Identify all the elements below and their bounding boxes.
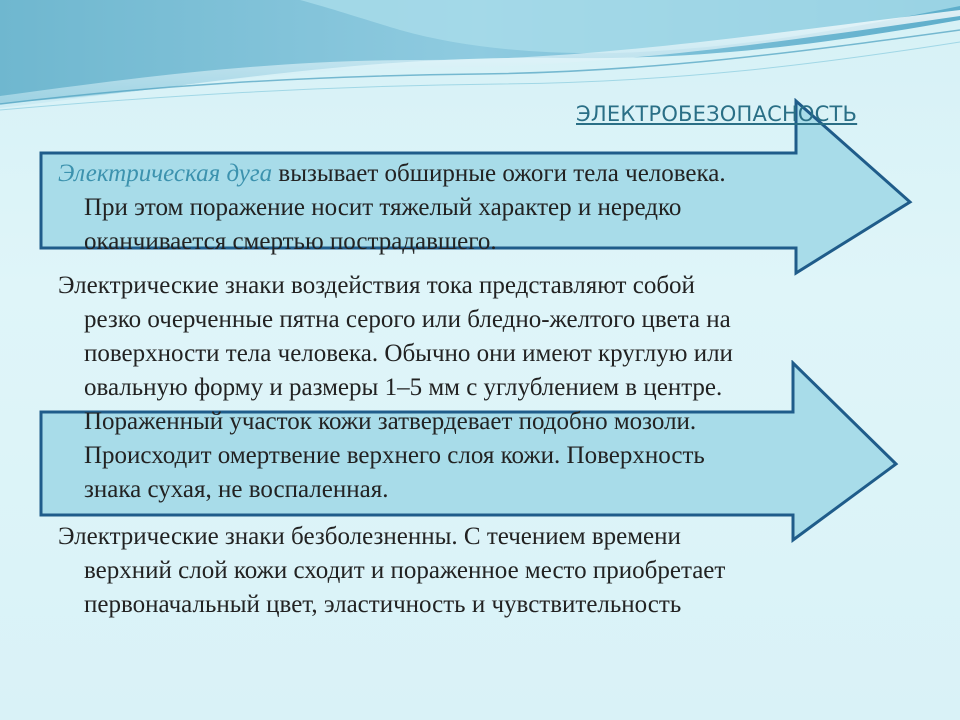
paragraph-line: знака сухая, не воспаленная.	[84, 476, 389, 503]
paragraph-line: резко очерченные пятна серого или бледно-желтого цвета на	[84, 306, 731, 333]
paragraph-line	[58, 157, 918, 191]
paragraph-electric-signs	[58, 269, 918, 507]
paragraph-line: верхний слой кожи сходит и пораженное место приобретает	[84, 557, 726, 584]
paragraph-line: Электрические знаки безболезненны. С течением времени	[58, 523, 681, 550]
paragraph-line: Пораженный участок кожи затвердевает подобно мозоли.	[84, 408, 697, 435]
term-electric-arc: Электрическая дуга	[58, 160, 273, 187]
paragraph-line: При этом поражение носит тяжелый характер и нередко	[84, 194, 682, 221]
paragraph-text: вызывает обширные ожоги тела человека.	[272, 160, 726, 187]
slide-title: ЭЛЕКТРОБЕЗОПАСНОСТЬ	[576, 102, 858, 126]
paragraph-line: первоначальный цвет, эластичность и чувствительность	[84, 591, 682, 618]
paragraph-line: Электрические знаки воздействия тока представляют собой	[58, 272, 695, 299]
paragraph-line: оканчивается смертью пострадавшего.	[84, 228, 497, 255]
paragraph-electric-arc	[58, 157, 918, 259]
paragraph-line: овальную форму и размеры 1–5 мм с углублением в центре.	[84, 374, 723, 401]
paragraph-line: Происходит омертвение верхнего слоя кожи. Поверхность	[84, 442, 705, 469]
paragraph-line: поверхности тела человека. Обычно они имеют круглую или	[84, 340, 733, 367]
paragraph-painless-signs	[58, 520, 918, 622]
